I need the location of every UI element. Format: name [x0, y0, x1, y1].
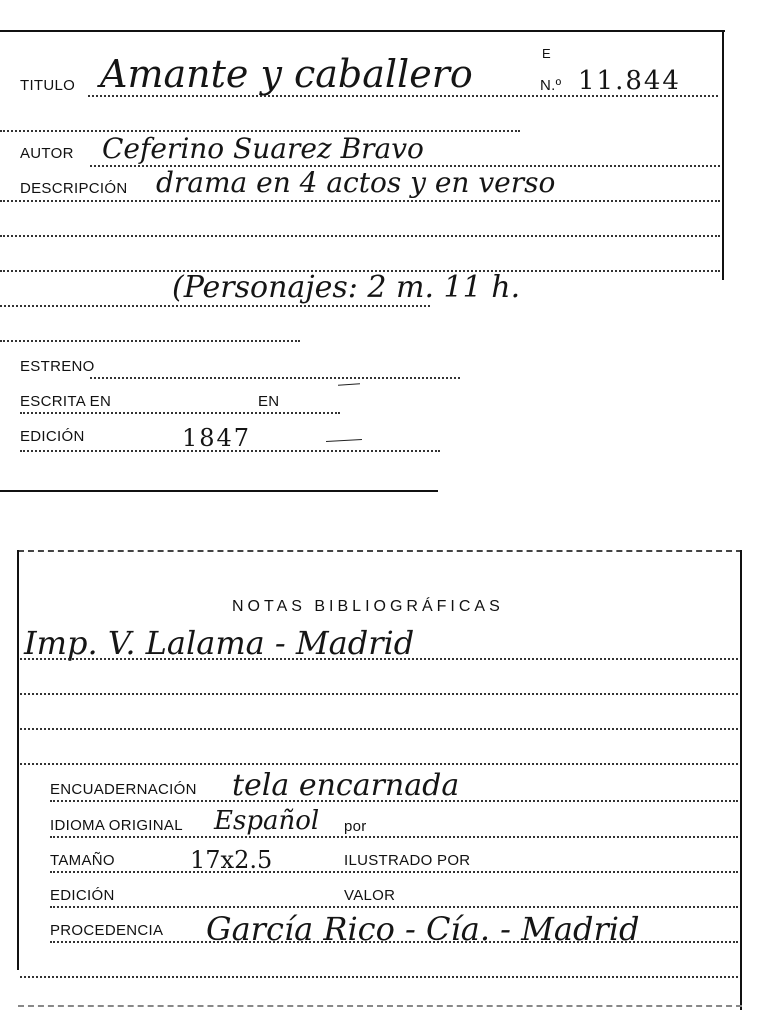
- estreno-line: [90, 377, 460, 379]
- edicion2-label: EDICIÓN: [50, 887, 115, 904]
- notas-header: NOTAS BIBLIOGRÁFICAS: [232, 598, 504, 615]
- descripcion-value: drama en 4 actos y en verso: [156, 166, 556, 199]
- card2-left-border: [17, 550, 19, 970]
- procedencia-value: García Rico - Cía. - Madrid: [206, 910, 640, 948]
- edicion-value: 1847: [182, 424, 252, 452]
- procedencia-line: [50, 941, 738, 943]
- encuadernacion-line: [50, 800, 738, 802]
- card-bottom-border: [0, 490, 438, 492]
- dash-mark: [338, 383, 360, 386]
- ruled-line: [0, 340, 300, 342]
- ruled-line: [0, 235, 720, 237]
- idioma-label: IDIOMA ORIGINAL: [50, 817, 183, 834]
- dash-mark: [326, 439, 362, 442]
- tamano-label: TAMAÑO: [50, 852, 115, 869]
- titulo-value: Amante y caballero: [100, 52, 473, 96]
- numero-mark: E: [542, 46, 551, 61]
- estreno-label: ESTRENO: [20, 358, 95, 375]
- edicion2-line: [50, 906, 738, 908]
- descripcion-label: DESCRIPCIÓN: [20, 180, 128, 197]
- valor-label: VALOR: [344, 887, 396, 904]
- ruled-line: [20, 658, 738, 660]
- escrita-label: ESCRITA EN: [20, 393, 112, 410]
- tamano-value: 17x2.5: [190, 846, 273, 874]
- card2-bottom-border: [18, 1005, 742, 1007]
- idioma-value: Español: [214, 806, 320, 836]
- personajes-value: (Personajes: 2 m. 11 h.: [172, 270, 521, 305]
- edicion-label: EDICIÓN: [20, 428, 85, 445]
- idioma-line: [50, 836, 738, 838]
- ruled-line: [0, 305, 430, 307]
- ruled-line: [20, 693, 738, 695]
- procedencia-label: PROCEDENCIA: [50, 922, 164, 939]
- por-label: por: [344, 818, 367, 835]
- notas-line-1: Imp. V. Lalama - Madrid: [24, 624, 415, 662]
- card-right-border: [722, 30, 724, 280]
- autor-value: Ceferino Suarez Bravo: [102, 132, 424, 165]
- card-top-border: [0, 30, 725, 32]
- escrita-line: [20, 412, 340, 414]
- edicion-line: [20, 450, 440, 452]
- ilustrado-label: ILUSTRADO POR: [344, 852, 471, 869]
- tamano-line: [50, 871, 738, 873]
- numero-value: 11.844: [578, 66, 681, 96]
- numero-label: N.º: [540, 77, 562, 94]
- card2-right-border: [740, 550, 742, 1010]
- titulo-label: TITULO: [20, 77, 76, 94]
- en-label: EN: [258, 393, 280, 410]
- ruled-line: [20, 976, 738, 978]
- autor-label: AUTOR: [20, 145, 74, 162]
- card2-top-border: [18, 550, 742, 552]
- descripcion-line: [0, 200, 720, 202]
- encuadernacion-label: ENCUADERNACIÓN: [50, 781, 197, 798]
- encuadernacion-value: tela encarnada: [232, 768, 460, 803]
- ruled-line: [20, 763, 738, 765]
- ruled-line: [20, 728, 738, 730]
